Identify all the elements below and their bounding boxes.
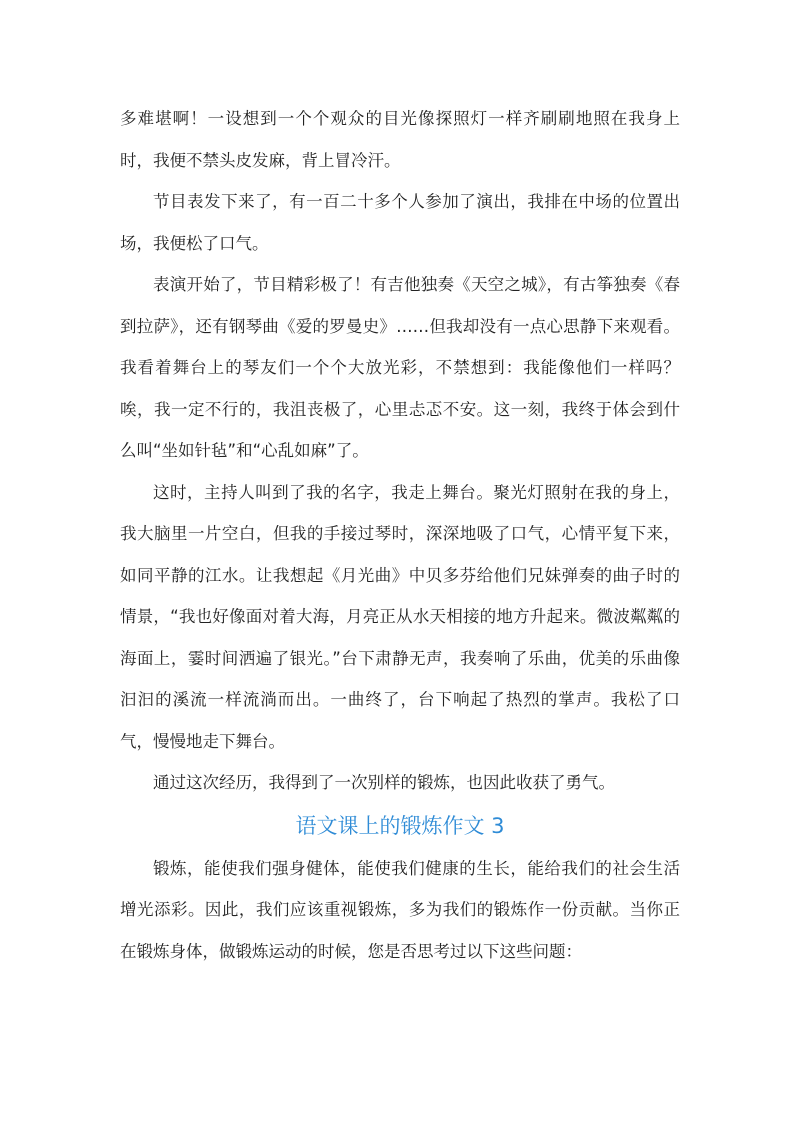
document-body [120, 98, 680, 972]
paragraph-3: 表演开始了，节目精彩极了！有吉他独奏《天空之城》，有古筝独奏《春到拉萨》，还有钢琴曲《爱的罗曼史》……但我却没有一点心思静下来观看。我看着舞台上的琴友们一个个大放光彩，不禁想到：我能像他们一样吗？唉，我一定不行的，我沮丧极了，心里忐忑不安。这一刻，我终于体会到什么叫“坐如针毡”和“心乱如麻”了。 [120, 275, 680, 460]
paragraph-6: 锻炼，能使我们强身健体，能使我们健康的生长，能给我们的社会生活增光添彩。因此，我们应该重视锻炼，多为我们的锻炼作一份贡献。当你正在锻炼身体，做锻炼运动的时候，您是否思考过以下这些问题： [120, 858, 680, 961]
section-heading: 语文课上的锻炼作文 3 [295, 813, 505, 838]
paragraph-5: 通过这次经历，我得到了一次别样的锻炼，也因此收获了勇气。 [153, 773, 615, 792]
paragraph-1: 多难堪啊！一设想到一个个观众的目光像探照灯一样齐刷刷地照在我身上时，我便不禁头皮发麻，背上冒冷汗。 [120, 109, 680, 170]
paragraph-4: 这时，主持人叫到了我的名字，我走上舞台。聚光灯照射在我的身上，我大脑里一片空白，但我的手接过琴时，深深地吸了口气，心情平复下来，如同平静的江水。让我想起《月光曲》中贝多芬给他们兄妹弹奏的曲子时的情景，“我也好像面对着大海，月亮正从水天相接的地方升起来。微波粼粼的海面上，霎时间洒遍了银光。”台下肃静无声，我奏响了乐曲，优美的乐曲像汩汩的溪流一样流淌而出。一曲终了，台下响起了热烈的掌声。我松了口气，慢慢地走下舞台。 [120, 482, 680, 751]
paragraph-2: 节目表发下来了，有一百二十多个人参加了演出，我排在中场的位置出场，我便松了口气。 [120, 192, 680, 253]
